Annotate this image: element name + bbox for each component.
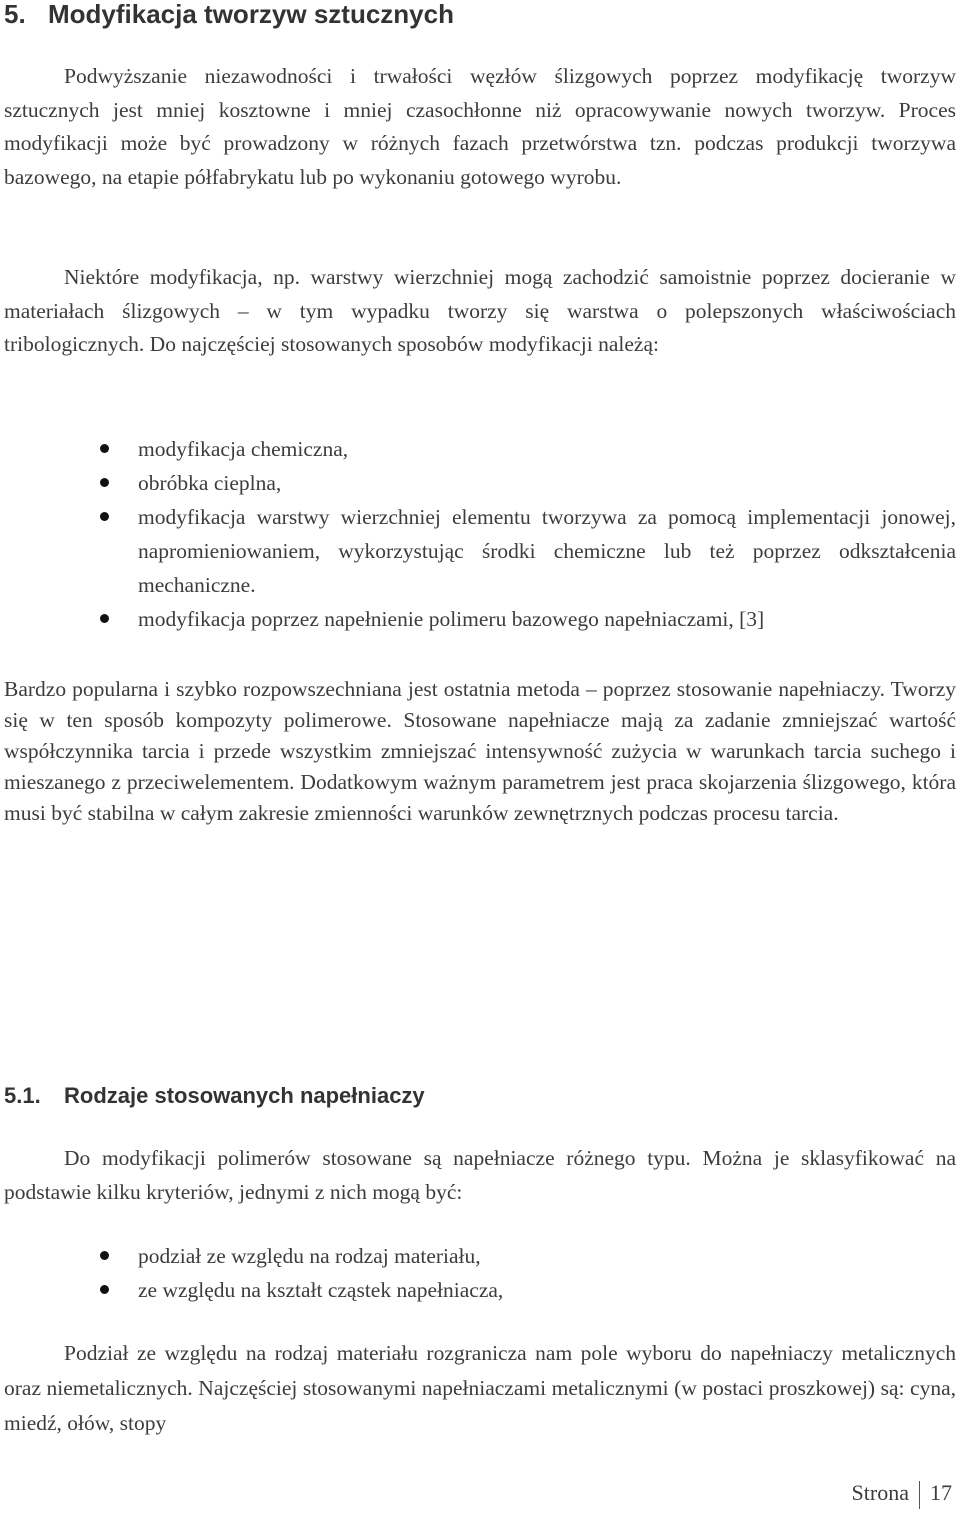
page-footer <box>852 1476 952 1510</box>
subsection-heading <box>4 1076 425 1116</box>
criteria-list <box>0 1239 956 1307</box>
paragraph-metallic-fillers: Podział ze względu na rodzaj materiału rozgranicza nam pole wyboru do napełniaczy metalicznych oraz niemetalicznych. Najczęściej stosowanymi napełniaczami metalicznymi (w postaci proszkowej) są: cyna, miedź, ołów, stopy <box>4 1341 956 1435</box>
bullet-icon <box>100 1251 109 1260</box>
list-item: modyfikacja chemiczna, <box>0 432 956 466</box>
bullet-icon <box>100 478 109 487</box>
section-title: Modyfikacja tworzyw sztucznych <box>48 0 454 29</box>
footer-divider <box>919 1481 920 1509</box>
list-item: obróbka cieplna, <box>0 466 956 500</box>
list-item: podział ze względu na rodzaj materiału, <box>0 1239 956 1273</box>
bullet-icon <box>100 614 109 623</box>
list-item: ze względu na kształt cząstek napełniacza, <box>0 1273 956 1307</box>
paragraph-intro: Podwyższanie niezawodności i trwałości węzłów ślizgowych poprzez modyfikację tworzyw sztucznych jest mniej kosztowne i mniej czasochłonne niż opracowywanie nowych tworzyw. Proces modyfikacji może być prowadzony w różnych fazach przetwórstwa tzn. podczas produkcji tworzywa bazowego, na etapie półfabrykatu lub po wykonaniu gotowego wyrobu. <box>4 64 956 189</box>
methods-list <box>0 432 956 636</box>
section-heading <box>4 0 454 34</box>
footer-label: Strona <box>851 1480 909 1505</box>
bullet-icon <box>100 1285 109 1294</box>
paragraph-fillers: Bardzo popularna i szybko rozpowszechniana jest ostatnia metoda – poprzez stosowanie napełniaczy. Tworzy się w ten sposób kompozyty polimerowe. Stosowane napełniacze mają za zadanie zmniejszać wartość współczynnika tarcia i przede wszystkim zmniejszać intensywność zużycia w warunkach tarcia suchego i mieszanego z przeciwelementem. Dodatkowym ważnym parametrem jest praca skojarzenia ślizgowego, która musi być stabilna w całym zakresie zmienności warunków zewnętrznych podczas procesu tarcia. <box>4 677 956 825</box>
bullet-icon <box>100 512 109 521</box>
subsection-title: Rodzaje stosowanych napełniaczy <box>64 1083 425 1108</box>
list-item: modyfikacja warstwy wierzchniej elementu tworzywa za pomocą implementacji jonowej, napromieniowaniem, wykorzystując środki chemiczne lub też poprzez odkształcenia mechaniczne. <box>0 500 956 602</box>
list-item: modyfikacja poprzez napełnienie polimeru bazowego napełniaczami, [3] <box>0 602 956 636</box>
bullet-icon <box>100 444 109 453</box>
paragraph-modifications: Niektóre modyfikacja, np. warstwy wierzchniej mogą zachodzić samoistnie poprzez docieranie w materiałach ślizgowych – w tym wypadku tworzy się warstwa o polepszonych właściwościach tribologicznych. Do najczęściej stosowanych sposobów modyfikacji należą: <box>4 265 956 356</box>
subsection-number: 5.1. <box>4 1083 41 1108</box>
section-number: 5. <box>4 0 26 29</box>
page-number: 17 <box>930 1480 952 1505</box>
paragraph-filler-types: Do modyfikacji polimerów stosowane są napełniacze różnego typu. Można je sklasyfikować na podstawie kilku kryteriów, jednymi z nich mogą być: <box>4 1146 956 1204</box>
